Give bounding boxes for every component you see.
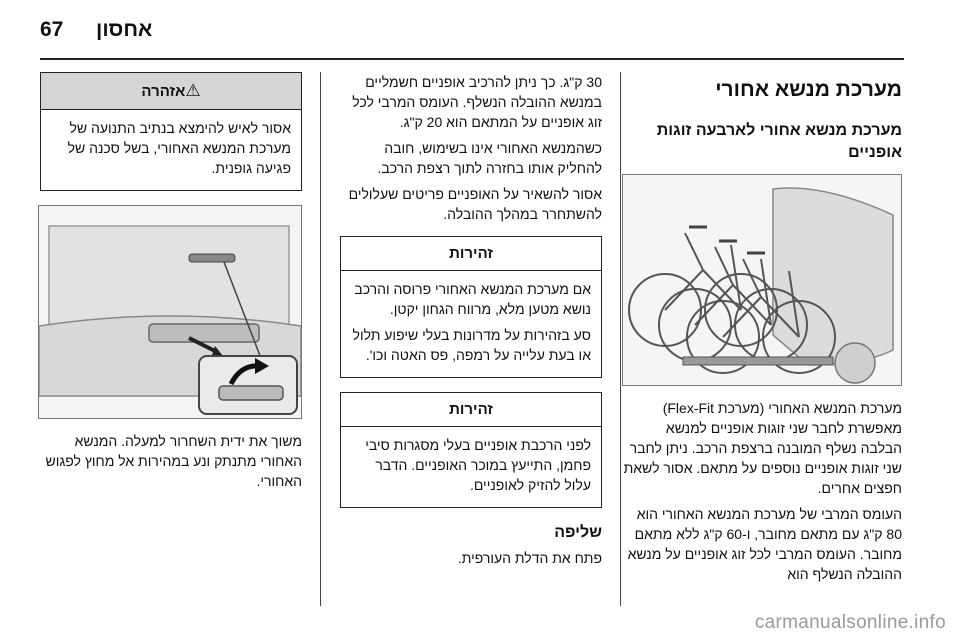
warning-triangle-icon: ⚠ — [185, 81, 201, 100]
caution-slope-text: סע בזהירות על מדרונות בעלי שיפוע תלול או בעת עלייה על רמפה, פס האטה וכו'. — [352, 327, 591, 363]
tailgate-drawing — [39, 206, 301, 418]
column-divider-right — [620, 72, 621, 606]
rack-load-limits: העומס המרבי של מערכת המנשא האחורי הוא 80 ק"ג עם מתאם מחובר, ו-60 ק"ג ללא מתאם מחובר. העומס המרבי לכל זוג אופניים על מנשא ההובלה הנשלף הוא — [627, 506, 902, 582]
deploy-heading: שליפה — [554, 524, 602, 541]
caution-clearance-text: אם מערכת המנשא האחורי פרוסה והרכב נושא מטען מלא, מרווח הגחון יקטן. — [354, 281, 591, 317]
header-divider — [40, 58, 904, 60]
column-middle — [340, 72, 602, 574]
bike-rack-illustration — [622, 174, 902, 386]
deploy-step-text: פתח את הדלת העורפית. — [457, 550, 602, 566]
column-right — [622, 72, 902, 590]
warning-title: אזהרה — [141, 83, 186, 100]
warning-box — [40, 72, 302, 191]
caution-title: זהירות — [341, 237, 601, 271]
section-subtitle: מערכת מנשא אחורי לארבעה זוגות אופניים — [656, 122, 902, 161]
section-title: אחסון — [96, 18, 153, 41]
page-title: מערכת מנשא אחורי — [715, 78, 902, 101]
stow-instruction: כשהמנשא האחורי אינו בשימוש, חובה להחליק אותו בחזרה לתוך רצפת הרכב. — [377, 140, 602, 176]
loose-items-note: אסור להשאיר על האופניים פריטים שעלולים להשתחרר במהלך ההובלה. — [348, 186, 602, 222]
page-header — [40, 18, 902, 42]
column-divider-left — [320, 72, 321, 606]
release-instruction: משוך את ידית השחרור למעלה. המנשא האחורי מתנתק ונע במהירות אל מחוץ לפגוש האחורי. — [45, 433, 302, 489]
bike-rack-drawing — [623, 175, 901, 385]
caution-carbon-text: לפני הרכבת אופניים בעלי מסגרות סיבי פחמן, התייעץ במוכר האופניים. הדבר עלול להזיק לאופניים. — [365, 437, 591, 493]
warning-text: אסור לאיש להימצא בנתיב התנועה של מערכת המנשא האחורי, בשל סכנה של פגיעה גופנית. — [67, 120, 291, 176]
load-limit-continued: 30 ק"ג. כך ניתן להרכיב אופניים חשמליים במנשא ההובלה הנשלף. העומס המרבי לכל זוג אופניים על המתאם הוא 20 ק"ג. — [352, 74, 602, 130]
site-watermark: carmanualsonline.info — [754, 612, 946, 633]
page-number: 67 — [40, 18, 64, 41]
caution-title: זהירות — [341, 393, 601, 427]
column-left — [40, 72, 302, 497]
caution-box-carbon-frames — [340, 392, 602, 508]
caution-box-ground-clearance — [340, 236, 602, 378]
release-handle-illustration — [38, 205, 302, 419]
rack-description: מערכת המנשא האחורי (מערכת Flex-Fit) מאפשרת לחבר שני זוגות אופניים למנשא הבלבה נשלף המובנה ברצפת הרכב. ניתן לחבר שני זוגות אופניים נוספים על מתאם. אסור לשאת חפצים אחרים. — [623, 400, 902, 496]
